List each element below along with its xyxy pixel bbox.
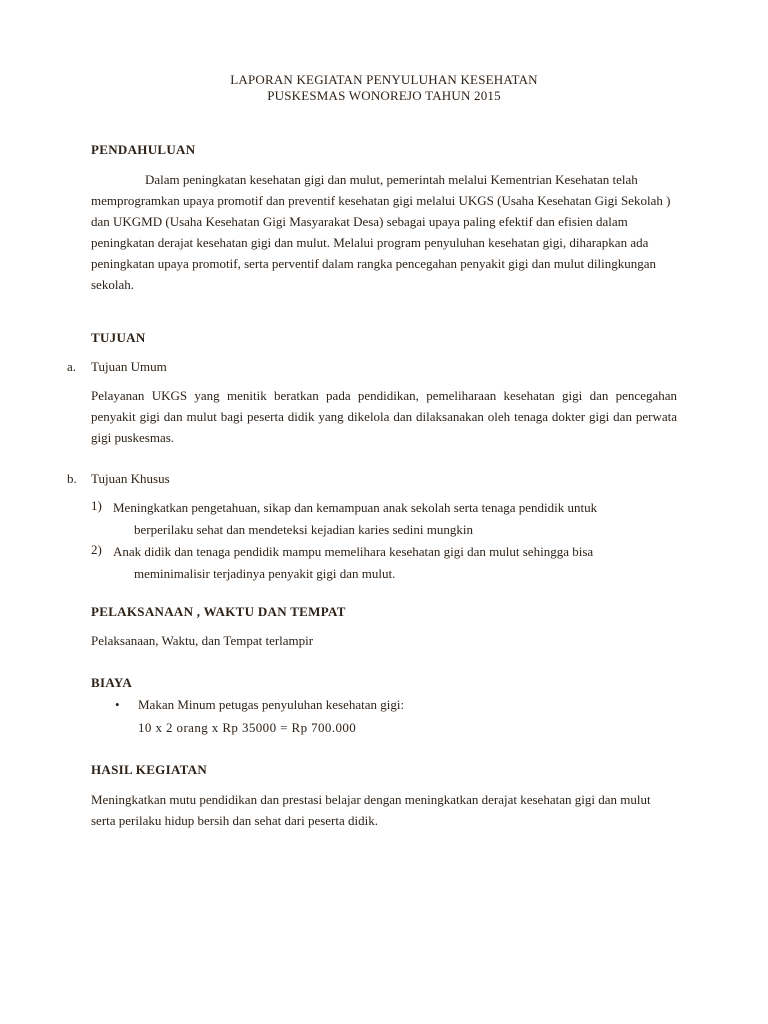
tujuan-umum-letter: a.: [67, 359, 77, 374]
tujuan-umum-label: Tujuan Umum: [91, 359, 167, 374]
heading-pendahuluan: PENDAHULUAN: [91, 142, 196, 157]
tujuan-khusus-letter: b.: [67, 471, 77, 486]
list-item-number: 2): [91, 542, 102, 557]
title-line-2: PUSKESMAS WONOREJO TAHUN 2015: [267, 88, 501, 103]
pendahuluan-paragraph: Dalam peningkatan kesehatan gigi dan mulut, pemerintah melalui Kementrian Kesehatan telah memprogramkan upaya promotif dan preventif kesehatan gigi melalui UKGS (Usaha Kesehatan Gigi Sekolah ) dan UKGMD (Usaha Kesehatan Gigi Masyarakat Desa) sebagai upaya paling efektif dan efisien dalam peningkatan derajat kesehatan gigi dan mulut. Melalui program penyuluhan kesehatan gigi, diharapkan ada peningkatan upaya promotif, serta perventif dalam rangka pencegahan penyakit gigi dan mulut dilingkungan sekolah.: [91, 172, 671, 292]
pelaksanaan-text: Pelaksanaan, Waktu, dan Tempat terlampir: [91, 633, 314, 648]
heading-hasil-kegiatan: HASIL KEGIATAN: [91, 762, 208, 777]
biaya-formula: 10 x 2 orang x Rp 35000 = Rp 700.000: [138, 720, 357, 735]
bullet-icon: •: [115, 697, 120, 712]
list-item-line: meminimalisir terjadinya penyakit gigi dan mulut.: [134, 566, 396, 581]
tujuan-umum-paragraph: Pelayanan UKGS yang menitik beratkan pada pendidikan, pemeliharaan kesehatan gigi dan pencegahan penyakit gigi dan mulut bagi peserta didik yang dikelola dan dilaksanakan oleh tenaga dokter gigi dan perwata gigi puskesmas.: [91, 388, 677, 445]
heading-tujuan: TUJUAN: [91, 330, 146, 345]
list-item-line: Anak didik dan tenaga pendidik mampu memelihara kesehatan gigi dan mulut sehingga bisa: [113, 544, 594, 559]
list-item: [113, 541, 678, 585]
list-item: [113, 497, 678, 541]
heading-biaya: BIAYA: [91, 675, 133, 690]
title-line-1: LAPORAN KEGIATAN PENYULUHAN KESEHATAN: [230, 72, 538, 87]
hasil-paragraph: Meningkatkan mutu pendidikan dan prestasi belajar dengan meningkatkan derajat kesehatan gigi dan mulut serta perilaku hidup bersih dan sehat dari peserta didik.: [91, 792, 651, 828]
list-item-number: 1): [91, 498, 102, 513]
heading-pelaksanaan: PELAKSANAAN , WAKTU DAN TEMPAT: [91, 604, 346, 619]
tujuan-khusus-label: Tujuan Khusus: [91, 471, 170, 486]
list-item-line: berperilaku sehat dan mendeteksi kejadian karies sedini mungkin: [134, 522, 473, 537]
biaya-item: Makan Minum petugas penyuluhan kesehatan gigi:: [138, 697, 405, 712]
list-item-line: Meningkatkan pengetahuan, sikap dan kemampuan anak sekolah serta tenaga pendidik untuk: [113, 500, 598, 515]
